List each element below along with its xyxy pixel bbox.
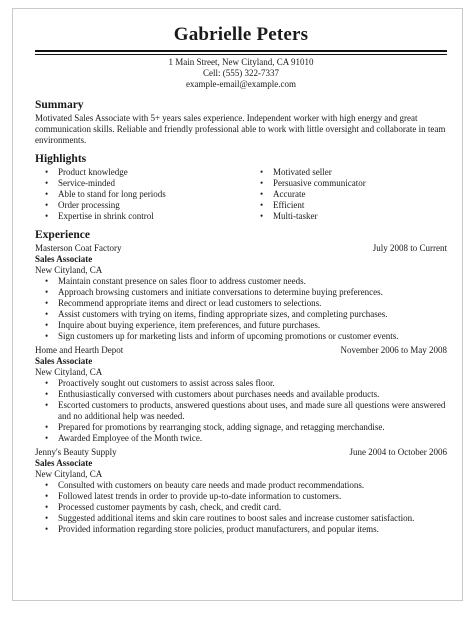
highlights-left-column xyxy=(35,167,250,222)
bullet-icon: • xyxy=(45,167,49,177)
bullet-icon: • xyxy=(45,513,49,523)
job-location: New Cityland, CA xyxy=(35,367,103,377)
bullet-icon: • xyxy=(45,298,49,308)
bullet-icon: • xyxy=(45,480,49,490)
duty-item: • Followed latest trends in order to provide up-to-date information to customers. xyxy=(45,491,342,501)
duty-item: • Escorted customers to products, answered questions about uses, and made sure all questions were answered and no additional help was needed. xyxy=(45,400,446,421)
bullet-icon: • xyxy=(260,200,264,210)
highlight-item: • Motivated seller xyxy=(260,167,332,177)
bullet-icon: • xyxy=(45,389,49,399)
bullet-icon: • xyxy=(260,167,264,177)
contact-address: 1 Main Street, New Cityland, CA 91010 xyxy=(168,57,314,67)
duty-item: • Suggested additional items and skin care routines to boost sales and increase customer satisfaction. xyxy=(45,513,415,523)
job-company: Jenny's Beauty Supply xyxy=(35,447,117,457)
resume-content xyxy=(35,25,447,535)
job-dates: June 2004 to October 2006 xyxy=(349,447,447,457)
job-location: New Cityland, CA xyxy=(35,265,103,275)
highlight-item: • Order processing xyxy=(45,200,120,210)
bullet-icon: • xyxy=(45,189,49,199)
highlight-item: • Able to stand for long periods xyxy=(45,189,166,199)
summary-text: Motivated Sales Associate with 5+ years sales experience. Independent worker with high energy and great communication skills. Reliable and friendly professional able to work with little oversight and collaborate in team environments. xyxy=(35,113,446,145)
bullet-icon: • xyxy=(45,320,49,330)
job-duties xyxy=(35,480,447,535)
bullet-icon: • xyxy=(45,276,49,286)
job-header xyxy=(35,447,447,458)
job-duties xyxy=(35,378,447,444)
duty-item: • Prepared for promotions by rearranging stock, adding signage, and retagging merchandise. xyxy=(45,422,385,432)
candidate-name: Gabrielle Peters xyxy=(173,24,309,45)
highlight-item: • Product knowledge xyxy=(45,167,128,177)
highlight-item: • Service-minded xyxy=(45,178,115,188)
bullet-icon: • xyxy=(260,178,264,188)
bullet-icon: • xyxy=(45,178,49,188)
bullet-icon: • xyxy=(45,422,49,432)
highlights-list xyxy=(35,167,447,222)
bullet-icon: • xyxy=(45,491,49,501)
job-company: Masterson Coat Factory xyxy=(35,243,122,253)
experience-heading: Experience xyxy=(35,229,90,241)
highlight-item: • Multi-tasker xyxy=(260,211,318,221)
highlight-item: • Accurate xyxy=(260,189,306,199)
highlight-item: • Expertise in shrink control xyxy=(45,211,154,221)
duty-item: • Maintain constant presence on sales floor to address customer needs. xyxy=(45,276,306,286)
job-duties xyxy=(35,276,447,342)
duty-item: • Processed customer payments by cash, check, and credit card. xyxy=(45,502,282,512)
bullet-icon: • xyxy=(45,309,49,319)
duty-item: • Awarded Employee of the Month twice. xyxy=(45,433,203,443)
job-title: Sales Associate xyxy=(35,356,93,366)
highlight-item: • Persuasive communicator xyxy=(260,178,366,188)
bullet-icon: • xyxy=(260,211,264,221)
job-entry xyxy=(35,447,447,535)
duty-item: • Assist customers with trying on items, finding appropriate sizes, and completing purchases. xyxy=(45,309,388,319)
duty-item: • Inquire about buying experience, item preferences, and future purchases. xyxy=(45,320,321,330)
summary-heading: Summary xyxy=(35,99,84,111)
bullet-icon: • xyxy=(45,400,49,410)
duty-item: • Proactively sought out customers to assist across sales floor. xyxy=(45,378,275,388)
header-rule-thin xyxy=(35,54,447,55)
highlight-item: • Efficient xyxy=(260,200,305,210)
duty-item: • Consulted with customers on beauty care needs and made product recommendations. xyxy=(45,480,365,490)
duty-item: • Enthusiastically conversed with customers about purchases needs and available products. xyxy=(45,389,380,399)
bullet-icon: • xyxy=(45,200,49,210)
job-location: New Cityland, CA xyxy=(35,469,103,479)
job-company: Home and Hearth Depot xyxy=(35,345,124,355)
job-title: Sales Associate xyxy=(35,254,93,264)
bullet-icon: • xyxy=(45,211,49,221)
bullet-icon: • xyxy=(45,331,49,341)
bullet-icon: • xyxy=(45,524,49,534)
job-dates: July 2008 to Current xyxy=(372,243,447,253)
job-dates: November 2006 to May 2008 xyxy=(340,345,447,355)
duty-item: • Sign customers up for marketing lists and inform of upcoming promotions or customer events. xyxy=(45,331,399,341)
job-entry xyxy=(35,345,447,444)
duty-item: • Provided information regarding store policies, product manufacturers, and popular items. xyxy=(45,524,379,534)
bullet-icon: • xyxy=(45,502,49,512)
job-entry xyxy=(35,243,447,342)
bullet-icon: • xyxy=(45,378,49,388)
contact-phone: Cell: (555) 322-7337 xyxy=(203,68,279,78)
job-title: Sales Associate xyxy=(35,458,93,468)
job-header xyxy=(35,243,447,254)
header-rule-thick xyxy=(35,50,447,52)
resume-page xyxy=(12,8,463,601)
job-header xyxy=(35,345,447,356)
duty-item: • Approach browsing customers and initiate conversations to determine buying preferences. xyxy=(45,287,383,297)
duty-item: • Recommend appropriate items and direct or lead customers to selections. xyxy=(45,298,322,308)
bullet-icon: • xyxy=(45,287,49,297)
bullet-icon: • xyxy=(45,433,49,443)
highlights-heading: Highlights xyxy=(35,153,87,165)
highlights-right-column xyxy=(250,167,366,222)
contact-email: example-email@example.com xyxy=(186,79,296,89)
bullet-icon: • xyxy=(260,189,264,199)
